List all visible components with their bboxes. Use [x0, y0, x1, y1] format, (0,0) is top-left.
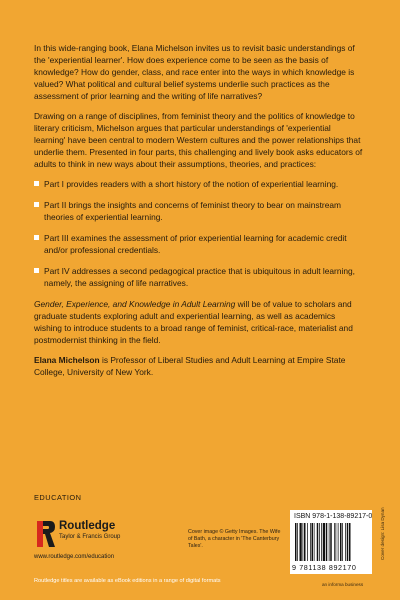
blurb: [34, 42, 364, 386]
blurb-paragraph-1: In this wide-ranging book, Elana Michelson invites us to revisit basic understandings of the 'experiential learner'. How does experience come to be seen as the basis of knowledge? How do gender, class, and race enter into the ways in which knowledge is valued? What political and cultural belief systems underlie such practices as the assessment of prior learning and the writing of life narratives?: [34, 43, 355, 101]
author-bio-text: is Professor of Liberal Studies and Adult Learning at Empire State College, University of New York.: [34, 355, 346, 377]
category-label: EDUCATION: [34, 493, 82, 502]
blurb-paragraph-3-text: will be of value to scholars and graduate students exploring adult and experiential learning, as well as academics wishing to introduce students to a broad range of feminist, critical-race, materialist and postmodernist thinking in the field.: [34, 299, 353, 345]
list-item-text: Part II brings the insights and concerns of feminist theory to bear on mainstream theories of experiential learning.: [44, 200, 341, 222]
parts-list: [34, 178, 364, 289]
square-bullet-icon: [34, 181, 39, 186]
isbn-label: ISBN 978-1-138-89217-0: [294, 513, 373, 520]
square-bullet-icon: [34, 202, 39, 207]
ebook-note: Routledge titles are available as eBook editions in a range of digital formats: [34, 578, 221, 584]
routledge-logo-icon: [34, 519, 56, 549]
author-bio: [34, 354, 364, 378]
cover-design-credit: Cover design: Lisa Dynan: [380, 507, 385, 560]
list-item-text: Part IV addresses a second pedagogical practice that is ubiquitous in adult learning, namely, the assigning of life narratives.: [44, 266, 355, 288]
list-item-text: Part I provides readers with a short history of the notion of experiential learning.: [44, 179, 339, 189]
publisher-name: Routledge: [59, 520, 116, 532]
square-bullet-icon: [34, 235, 39, 240]
blurb-paragraph-3: [34, 298, 364, 346]
barcode: [290, 510, 372, 574]
blurb-paragraph-2: Drawing on a range of disciplines, from feminist theory and the politics of knowledge to literary criticism, Michelson argues that particular understandings of 'experiential learning' have been central to modern Western cultures and the power relationships that underlie them. Presented in four parts, this challenging and lively book asks educators of adults to think in new ways about their assumptions, theories, and practices:: [34, 111, 363, 169]
square-bullet-icon: [34, 268, 39, 273]
list-item: [34, 232, 364, 256]
list-item-text: Part III examines the assessment of prior experiential learning for academic credit and/or professional credentials.: [44, 233, 347, 255]
publisher-logo: [34, 519, 164, 563]
informa-label: an informa business: [322, 582, 364, 587]
list-item: [34, 265, 364, 289]
book-title: Gender, Experience, and Knowledge in Adult Learning: [34, 299, 236, 309]
list-item: [34, 199, 364, 223]
cover-credit: Cover image © Getty Images. The Wife of Bath, a character in 'The Canterbury Tales'.: [188, 529, 281, 549]
list-item: [34, 178, 364, 190]
barcode-digits: 9 781138 892170: [292, 563, 357, 572]
author-name: Elana Michelson: [34, 355, 100, 365]
publisher-url: www.routledge.com/education: [34, 554, 115, 560]
barcode-icon: [294, 523, 368, 561]
publisher-subtitle: Taylor & Francis Group: [59, 534, 121, 540]
